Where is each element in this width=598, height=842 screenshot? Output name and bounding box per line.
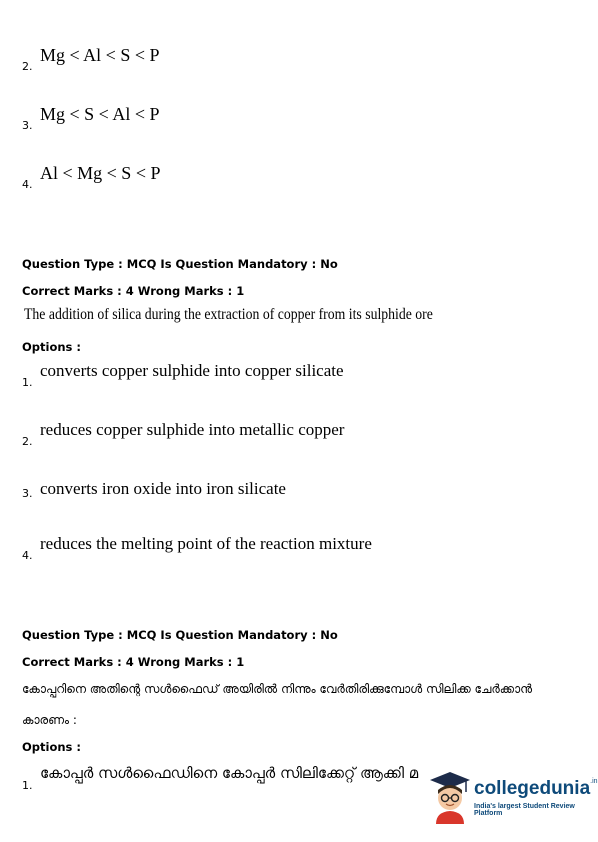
option-number: 3.: [22, 119, 33, 132]
option-text: converts iron oxide into iron silicate: [40, 479, 286, 498]
option-number: 3.: [22, 487, 33, 500]
option-text: Mg < Al < S < P: [40, 45, 160, 65]
question-stem-line-2: കാരണം :: [22, 713, 77, 727]
question-stem: The addition of silica during the extraction of copper from its sulphide ore: [24, 306, 433, 323]
marks-line: Correct Marks : 4 Wrong Marks : 1: [22, 284, 245, 298]
collegedunia-logo: [428, 770, 598, 826]
question-type-line: Question Type : MCQ Is Question Mandatory : No: [22, 257, 338, 271]
question-stem-line-1: കോപ്പറിനെ അതിന്റെ സൾഫൈഡ് അയിരിൽ നിന്നും വേർതിരിക്കുമ്പോൾ സിലിക്ക ചേർക്കാൻ: [22, 682, 533, 696]
option-number: 4.: [22, 178, 33, 191]
tagline: India's largest Student Review Platform: [474, 803, 575, 817]
option-text: Al < Mg < S < P: [40, 163, 161, 183]
option-number: 4.: [22, 549, 33, 562]
option-number: 2.: [22, 60, 33, 73]
student-mascot-icon: [428, 770, 472, 824]
question-type-line: Question Type : MCQ Is Question Mandatory : No: [22, 628, 338, 642]
option-text: Mg < S < Al < P: [40, 104, 160, 124]
option-text: converts copper sulphide into copper silicate: [40, 361, 344, 380]
option-text: reduces the melting point of the reaction mixture: [40, 534, 372, 553]
marks-line: Correct Marks : 4 Wrong Marks : 1: [22, 655, 245, 669]
options-label: Options :: [22, 740, 81, 754]
option-number: 2.: [22, 435, 33, 448]
option-text: കോപ്പർ സൾഫൈഡിനെ കോപ്പർ സിലിക്കേറ്റ് ആക്കി മ: [40, 764, 419, 782]
option-number: 1.: [22, 779, 33, 792]
options-label: Options :: [22, 340, 81, 354]
brand-name: collegedunia$^{.in}$: [474, 778, 598, 799]
option-number: 1.: [22, 376, 33, 389]
option-text: reduces copper sulphide into metallic copper: [40, 420, 345, 439]
